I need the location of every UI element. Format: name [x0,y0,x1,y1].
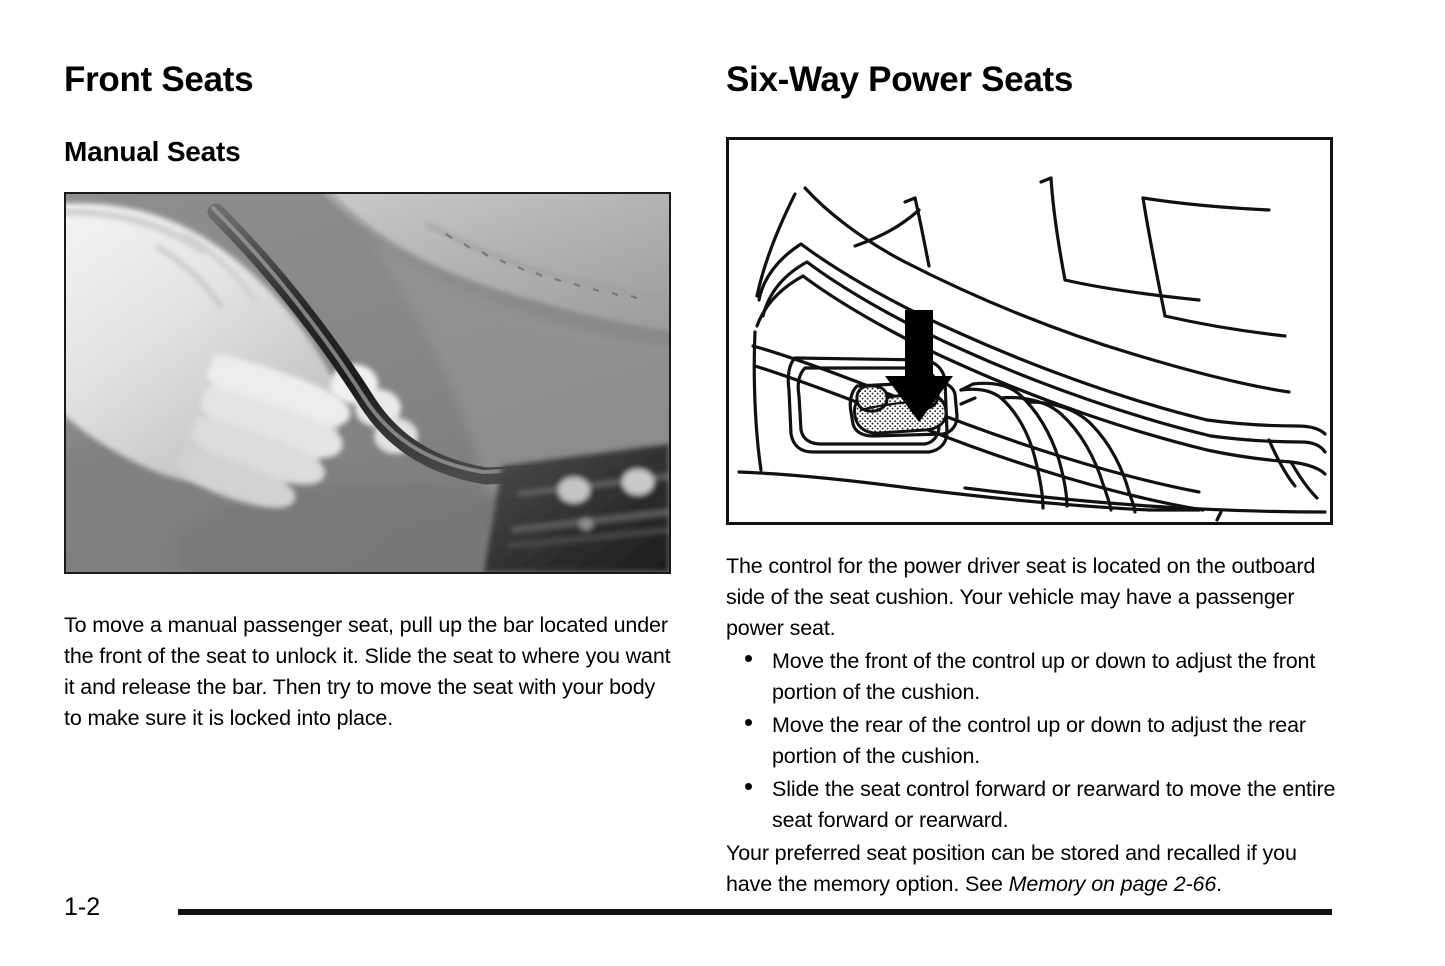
power-seat-bullet-list [726,646,1336,836]
section-heading-manual-seats: Manual Seats [64,135,241,167]
memory-paragraph-tail: . [1216,871,1222,896]
memory-reference-paragraph [726,838,1336,900]
list-item-text: Move the rear of the control up or down to adjust the rear portion of the cushion. [772,712,1306,768]
page-number: 1-2 [64,893,101,921]
power-seat-illustration-image [729,140,1330,522]
left-column [64,62,674,734]
power-seat-illustration [726,137,1333,525]
list-item-text: Slide the seat control forward or rearward to move the entire seat forward or rearward. [772,776,1336,832]
section-heading-six-way-power-seats: Six-Way Power Seats [726,60,1074,99]
list-item [726,710,1336,772]
power-seat-intro-paragraph: The control for the power driver seat is located on the outboard side of the seat cushion. Your vehicle may have a passenger power seat. [726,553,1316,640]
manual-seat-photo [64,192,671,574]
manual-seat-photo-image [66,194,669,572]
memory-paragraph-lead: Your preferred seat position can be stored and recalled if you have the memory option. See [726,840,1297,896]
bullet-dot-icon [745,655,752,662]
list-item-text: Move the front of the control up or down to adjust the front portion of the cushion. [772,648,1316,704]
page-footer [0,893,1445,933]
list-item [726,774,1336,836]
bullet-dot-icon [745,719,752,726]
list-item [726,646,1336,708]
bullet-dot-icon [745,783,752,790]
cross-reference-memory: Memory on page 2-66 [1008,871,1217,896]
footer-rule [178,909,1332,915]
right-column [726,62,1336,900]
manual-seats-paragraph: To move a manual passenger seat, pull up the bar located under the front of the seat to unlock it. Slide the seat to where you want it and release the bar. Then try to move the seat with your body to make sure it is locked into place. [64,613,671,731]
page-title: Front Seats [64,60,254,99]
